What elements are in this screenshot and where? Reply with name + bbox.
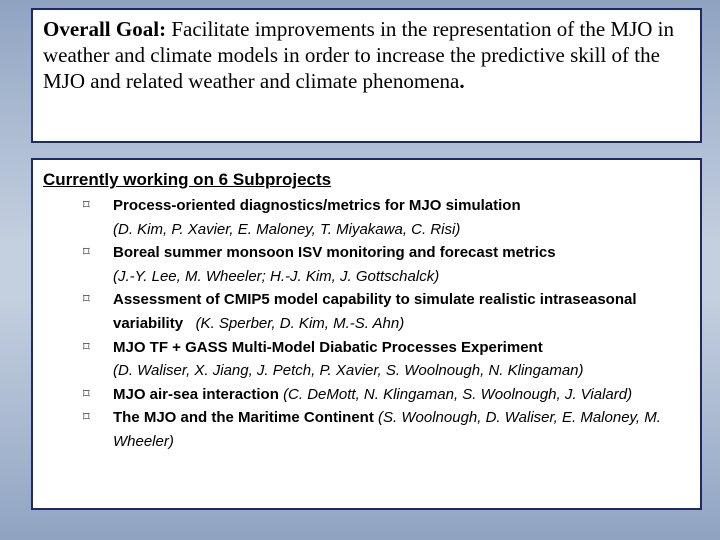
sparkle-icon: ⌑ — [83, 386, 90, 402]
list-item — [43, 241, 690, 288]
subproject-title: MJO TF + GASS Multi-Model Diabatic Processes Experiment — [113, 338, 543, 356]
subproject-people: (K. Sperber, D. Kim, M.-S. Ahn) — [195, 314, 405, 332]
list-item — [43, 194, 690, 241]
subproject-people: (D. Waliser, X. Jiang, J. Petch, P. Xavier, S. Woolnough, N. Klingaman) — [113, 362, 584, 380]
subproject-title: The MJO and the Maritime Continent — [113, 409, 374, 427]
overall-goal-box — [31, 8, 702, 143]
list-item — [43, 406, 690, 453]
subprojects-box — [31, 158, 702, 510]
subprojects-list — [43, 194, 690, 454]
list-item — [43, 336, 690, 383]
subproject-people: (J.-Y. Lee, M. Wheeler; H.-J. Kim, J. Gottschalck) — [113, 267, 440, 285]
subproject-title: MJO air-sea interaction — [113, 385, 279, 403]
subproject-title: Boreal summer monsoon ISV monitoring and forecast metrics — [113, 244, 556, 262]
subproject-people: (C. DeMott, N. Klingaman, S. Woolnough, J. Vialard) — [283, 385, 633, 403]
subproject-people: (D. Kim, P. Xavier, E. Maloney, T. Miyakawa, C. Risi) — [113, 220, 461, 238]
sparkle-icon: ⌑ — [83, 245, 90, 261]
subproject-title: Process-oriented diagnostics/metrics for MJO simulation — [113, 197, 521, 214]
list-item — [43, 383, 690, 407]
subproject-title: Assessment of CMIP5 model capability to simulate realistic intraseasonal variability — [113, 291, 637, 332]
goal-label: Overall Goal: — [43, 17, 167, 41]
subproject-people: (S. Woolnough, D. Waliser, E. Maloney, M. Wheeler) — [113, 409, 661, 450]
sparkle-icon: ⌑ — [83, 339, 90, 355]
list-item — [43, 288, 690, 335]
sparkle-icon: ⌑ — [83, 292, 90, 308]
goal-end-period: . — [459, 69, 465, 93]
goal-text: Facilitate improvements in the representation of the MJO in weather and climate models in order to increase the predictive skill of the MJO and related weather and climate phenomena — [43, 17, 675, 93]
subprojects-heading: Currently working on 6 Subprojects — [43, 170, 332, 189]
sparkle-icon: ⌑ — [83, 410, 90, 426]
sparkle-icon: ⌑ — [83, 198, 90, 213]
